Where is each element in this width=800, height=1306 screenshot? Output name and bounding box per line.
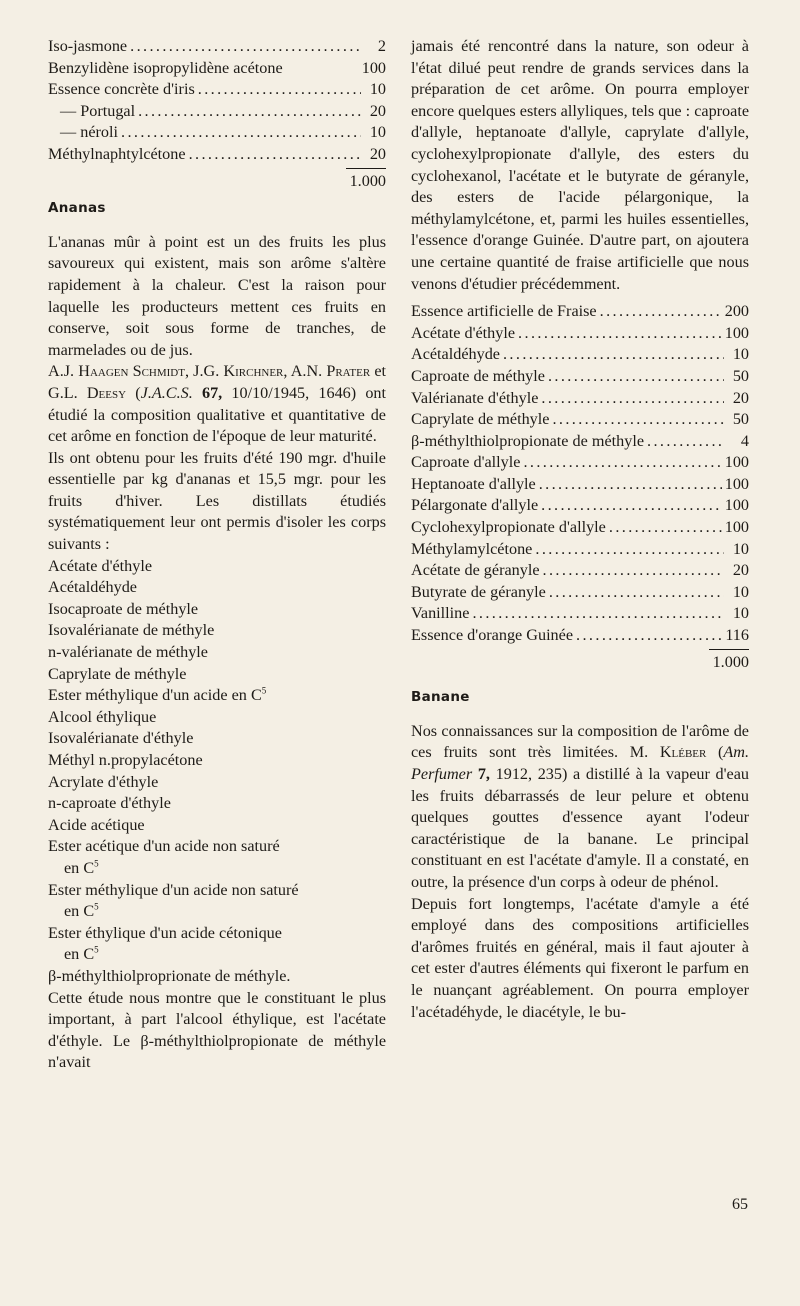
text-run: 10/10/1945, 1646) ont étudié la composition qualitative et quantitative de cet arôme en fonction de l'époque de leur maturité. bbox=[48, 383, 387, 446]
compound-item bbox=[48, 880, 386, 923]
leader-dots bbox=[518, 323, 722, 345]
ingredient-name: Acétaldéhyde bbox=[411, 345, 500, 364]
text-run: , A.N. bbox=[283, 362, 323, 381]
compound-item bbox=[48, 923, 386, 966]
compound-list bbox=[48, 556, 386, 988]
formula-top bbox=[48, 36, 386, 192]
compound-item: Isovalérianate de méthyle bbox=[48, 621, 215, 640]
section-heading-banane: Banane bbox=[411, 689, 470, 706]
ingredient-value: 50 bbox=[732, 366, 749, 385]
banane-paragraph-1 bbox=[411, 721, 749, 894]
ingredient-value: 100 bbox=[724, 518, 749, 537]
leader-dots bbox=[539, 474, 722, 496]
text-run: Ester acétique d'un acide non saturé bbox=[48, 837, 280, 856]
journal-volume: 67, bbox=[201, 383, 223, 402]
compound-item: β-méthylthiolproprionate de méthyle. bbox=[48, 966, 291, 985]
leader-dots bbox=[121, 122, 361, 144]
ingredient-value: 10 bbox=[732, 582, 749, 601]
formula-ananas bbox=[411, 301, 749, 647]
compound-item: Isocaproate de méthyle bbox=[48, 599, 199, 618]
formula-total-row bbox=[411, 649, 749, 674]
author-name: Prater bbox=[326, 362, 371, 381]
leader-dots bbox=[535, 539, 724, 561]
formula-row bbox=[411, 323, 749, 345]
leader-dots bbox=[472, 603, 724, 625]
formula-total: 1.000 bbox=[709, 649, 749, 674]
leader-dots bbox=[647, 431, 724, 453]
ananas-paragraph-1: L'ananas mûr à point est un des fruits les plus savoureux qui existent, mais son arôme s'altère rapidement à la chaleur. C'est la raison pour laquelle les producteurs mettent ces fruits en conserve, soit sous forme de tranches, de marmelades ou de jus. bbox=[48, 232, 386, 359]
superscript: 5 bbox=[94, 944, 99, 955]
compound-item: Acide acétique bbox=[48, 815, 145, 834]
journal-name: Am. Perfumer bbox=[411, 743, 750, 783]
ingredient-name: Essence artificielle de Fraise bbox=[411, 302, 597, 321]
text-run bbox=[48, 944, 386, 966]
compound-item: Isovalérianate d'éthyle bbox=[48, 729, 194, 748]
formula-row bbox=[411, 539, 749, 561]
leader-dots bbox=[552, 409, 724, 431]
ingredient-value: 4 bbox=[740, 431, 749, 450]
ingredient-name: — néroli bbox=[60, 123, 118, 142]
ingredient-name: Pélargonate d'allyle bbox=[411, 496, 539, 515]
leader-dots bbox=[609, 517, 722, 539]
ingredient-name: Caproate d'allyle bbox=[411, 453, 521, 472]
ingredient-name: Butyrate de géranyle bbox=[411, 582, 546, 601]
ingredient-name: Méthylnaphtylcétone bbox=[48, 144, 186, 163]
ananas-paragraph-2 bbox=[48, 361, 386, 447]
formula-row bbox=[411, 344, 749, 366]
formula-row bbox=[411, 582, 749, 604]
text-run bbox=[48, 858, 386, 880]
leader-dots bbox=[541, 495, 722, 517]
section-heading-ananas: Ananas bbox=[48, 200, 106, 217]
formula-row bbox=[48, 79, 386, 101]
leader-dots bbox=[503, 344, 724, 366]
ingredient-value: 20 bbox=[369, 144, 386, 163]
formula-row bbox=[411, 474, 749, 496]
superscript: 5 bbox=[94, 858, 99, 869]
ingredient-name: Méthylamylcétone bbox=[411, 539, 533, 558]
compound-item: Acétate d'éthyle bbox=[48, 556, 153, 575]
ingredient-name: Acétate d'éthyle bbox=[411, 323, 516, 342]
formula-total-row bbox=[48, 168, 386, 193]
left-column bbox=[48, 36, 386, 1074]
compound-item: Méthyl n.propylacétone bbox=[48, 751, 203, 769]
formula-row bbox=[411, 625, 749, 647]
leader-dots bbox=[130, 36, 361, 58]
text-run: , J.G. bbox=[184, 362, 220, 381]
author-name: Kléber bbox=[659, 743, 707, 762]
ananas-paragraph-4: Cette étude nous montre que le constituant le plus important, à part l'alcool éthylique, est l'acétate d'éthyle. Le β-méthylthiolpropionate de méthyle n'avait bbox=[48, 988, 386, 1072]
compound-item: n-caproate d'éthyle bbox=[48, 794, 171, 813]
text-run: en C bbox=[64, 945, 95, 964]
leader-dots bbox=[138, 101, 361, 123]
formula-row bbox=[411, 452, 749, 474]
page-number: 65 bbox=[732, 1196, 748, 1213]
compound-item bbox=[48, 685, 386, 707]
ingredient-value: 100 bbox=[361, 58, 386, 77]
leader-dots bbox=[543, 560, 724, 582]
text-run: ( bbox=[135, 383, 141, 402]
compound-item: Caprylate de méthyle bbox=[48, 664, 187, 683]
formula-row bbox=[411, 603, 749, 625]
formula-row bbox=[48, 36, 386, 58]
leader-dots bbox=[548, 366, 724, 388]
author-name: Haagen Schmidt bbox=[78, 362, 185, 381]
leader-dots bbox=[576, 625, 722, 647]
ananas-paragraph-5: jamais été rencontré dans la nature, son odeur à l'état dilué peut rendre de grands services dans la préparation de cet arôme. On pourra employer encore quelques esters allyliques, tels que : caproate d'allyle, heptanoate d'allyle, caprylate d'allyle, cyclohexylpropionate d'allyle, des esters du cyclohexanol, l'acétate et le butyrate de géranyle, des esters de l'acide pélargonique, la méthylamylcétone, et, parmi les huiles essentielles, l'essence d'orange Guinée. D'autre part, on ajoutera une certaine quantité de fraise artificielle que nous venons d'étudier précédemment. bbox=[411, 37, 750, 293]
banane-paragraph-2: Depuis fort longtemps, l'acétate d'amyle a été employé dans des compositions artificielles d'arômes fruités en général, mais il faut ajouter à cet ester d'autres éléments qui fixeront le parfum en le nuançant agréablement. On pourra employer l'acétadéhyde, le diacétyle, le bu- bbox=[411, 894, 749, 1021]
ingredient-name: Cyclohexylpropionate d'allyle bbox=[411, 518, 606, 537]
superscript: 5 bbox=[94, 901, 99, 912]
ingredient-value: 100 bbox=[724, 496, 749, 515]
ingredient-name: Benzylidène isopropylidène acétone bbox=[48, 58, 283, 77]
ingredient-value: 100 bbox=[724, 453, 749, 472]
author-name: Kirchner bbox=[223, 362, 284, 381]
ingredient-value: 200 bbox=[724, 302, 749, 321]
compound-item: Alcool éthylique bbox=[48, 707, 157, 726]
ingredient-value: 116 bbox=[725, 626, 749, 645]
text-run: en C bbox=[64, 858, 95, 877]
ingredient-value: 10 bbox=[732, 539, 749, 558]
ingredient-name: Caprylate de méthyle bbox=[411, 410, 550, 429]
superscript: 5 bbox=[261, 685, 267, 696]
formula-row bbox=[48, 58, 386, 80]
text-run: Ester éthylique d'un acide cétonique bbox=[48, 923, 282, 942]
right-column bbox=[411, 36, 749, 1023]
text-run: A.J. bbox=[48, 362, 75, 381]
ingredient-value: 20 bbox=[369, 101, 386, 120]
ingredient-name: Heptanoate d'allyle bbox=[411, 474, 536, 493]
ingredient-value: 10 bbox=[369, 80, 386, 99]
leader-dots bbox=[198, 79, 361, 101]
ingredient-name: — Portugal bbox=[60, 101, 136, 120]
ingredient-value: 10 bbox=[369, 123, 386, 142]
formula-row bbox=[411, 301, 749, 323]
text-run: et G.L. bbox=[48, 362, 387, 402]
ingredient-value: 10 bbox=[732, 345, 749, 364]
formula-row bbox=[411, 560, 749, 582]
formula-total: 1.000 bbox=[346, 168, 386, 193]
ingredient-name: Acétate de géranyle bbox=[411, 561, 540, 580]
ingredient-value: 100 bbox=[724, 323, 749, 342]
formula-row bbox=[411, 409, 749, 431]
ingredient-name: Vanilline bbox=[411, 604, 470, 623]
ingredient-value: 20 bbox=[732, 388, 749, 407]
text-run: 1912, 235) a distillé à la vapeur d'eau les fruits débarrassés de leur pelure et obtenu quelques gouttes d'essence ayant l'odeur caractéristique de la banane. Le principal constituant en est l'acétate d'amyle. Il a constaté, en outre, la présence d'un corps à odeur de phénol. bbox=[411, 765, 750, 891]
ingredient-value: 100 bbox=[724, 474, 749, 493]
ingredient-value: 10 bbox=[732, 604, 749, 623]
compound-item bbox=[48, 836, 386, 879]
ingredient-value: 2 bbox=[377, 37, 386, 55]
compound-item: Acrylate d'éthyle bbox=[48, 772, 159, 791]
formula-row bbox=[411, 431, 749, 453]
leader-dots bbox=[541, 388, 724, 410]
text-run: Ester méthylique d'un acide non saturé bbox=[48, 880, 299, 899]
text-run bbox=[48, 901, 386, 923]
ingredient-value: 20 bbox=[732, 561, 749, 580]
formula-row bbox=[48, 101, 386, 123]
ingredient-name: β-méthylthiolpropionate de méthyle bbox=[411, 431, 645, 450]
author-name: Deesy bbox=[86, 383, 127, 402]
leader-dots bbox=[189, 144, 361, 166]
leader-dots bbox=[600, 301, 722, 323]
journal-volume: 7, bbox=[477, 765, 490, 783]
ingredient-name: Iso-jasmone bbox=[48, 37, 128, 55]
formula-row bbox=[48, 144, 386, 166]
text-run: Nos connaissances sur la composition de l'arôme de ces fruits sont très limitées. M. bbox=[411, 721, 749, 762]
journal-name: J.A.C.S. bbox=[140, 383, 193, 402]
formula-row bbox=[411, 517, 749, 539]
formula-row bbox=[411, 388, 749, 410]
text-run: Ester méthylique d'un acide en C bbox=[48, 686, 262, 705]
formula-row bbox=[411, 495, 749, 517]
ingredient-name: Essence d'orange Guinée bbox=[411, 626, 574, 645]
text-run: en C bbox=[64, 902, 95, 921]
ingredient-value: 50 bbox=[732, 410, 749, 429]
compound-item: Acétaldéhyde bbox=[48, 578, 137, 597]
compound-item: n-valérianate de méthyle bbox=[48, 643, 208, 662]
text-run: ( bbox=[718, 743, 724, 762]
leader-dots bbox=[523, 452, 721, 474]
ingredient-name: Valérianate d'éthyle bbox=[411, 388, 539, 407]
ingredient-name: Essence concrète d'iris bbox=[48, 80, 195, 99]
ananas-paragraph-3: Ils ont obtenu pour les fruits d'été 190 mgr. d'huile essentielle par kg d'ananas et 15,5 mgr. pour les fruits d'hiver. Les distillats étudiés systématiquement leur ont permis d'isoler les corps suivants : bbox=[48, 448, 386, 554]
formula-row bbox=[411, 366, 749, 388]
ingredient-name: Caproate de méthyle bbox=[411, 366, 545, 385]
formula-row bbox=[48, 122, 386, 144]
leader-dots bbox=[549, 582, 724, 604]
